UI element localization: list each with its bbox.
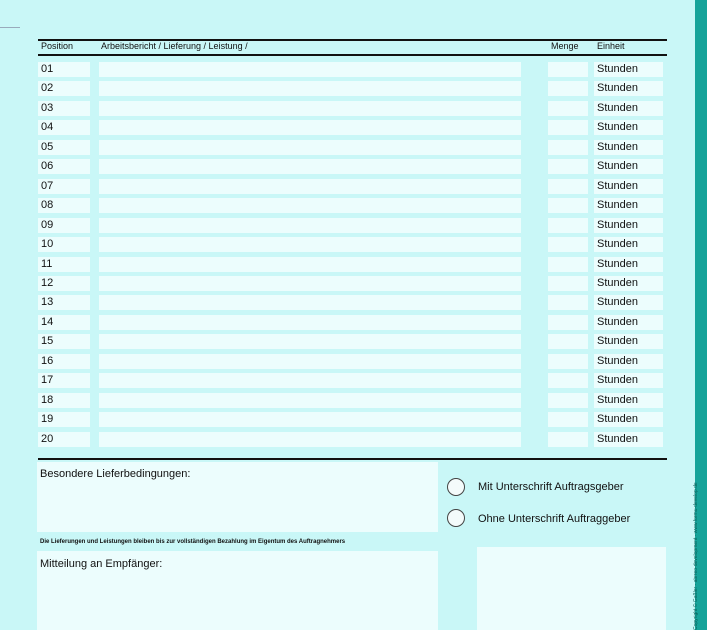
unit-cell: Stunden xyxy=(594,354,663,369)
header-position: Position xyxy=(41,41,74,51)
position-cell: 06 xyxy=(38,159,90,174)
position-cell: 16 xyxy=(38,354,90,369)
unit-cell: Stunden xyxy=(594,373,663,388)
description-field[interactable] xyxy=(99,62,521,77)
radio-with-signature-label: Mit Unterschrift Auftragsgeber xyxy=(478,481,624,493)
position-cell: 11 xyxy=(38,257,90,272)
unit-cell: Stunden xyxy=(594,140,663,155)
description-field[interactable] xyxy=(99,179,521,194)
quantity-field[interactable] xyxy=(548,140,588,155)
position-cell: 05 xyxy=(38,140,90,155)
description-field[interactable] xyxy=(99,140,521,155)
header-unit: Einheit xyxy=(597,41,625,51)
unit-cell: Stunden xyxy=(594,179,663,194)
position-cell: 17 xyxy=(38,373,90,388)
description-field[interactable] xyxy=(99,373,521,388)
position-cell: 14 xyxy=(38,315,90,330)
quantity-field[interactable] xyxy=(548,218,588,233)
quantity-field[interactable] xyxy=(548,159,588,174)
table-row xyxy=(0,81,684,96)
table-row xyxy=(0,237,684,252)
unit-cell: Stunden xyxy=(594,257,663,272)
conditions-label: Besondere Lieferbedingungen: xyxy=(40,468,191,480)
position-cell: 19 xyxy=(38,412,90,427)
table-row xyxy=(0,432,684,447)
description-field[interactable] xyxy=(99,237,521,252)
corner-line xyxy=(0,27,20,28)
table-row xyxy=(0,62,684,77)
position-cell: 02 xyxy=(38,81,90,96)
position-cell: 07 xyxy=(38,179,90,194)
quantity-field[interactable] xyxy=(548,432,588,447)
section-divider xyxy=(38,458,667,460)
message-label: Mitteilung an Empfänger: xyxy=(40,558,163,570)
unit-cell: Stunden xyxy=(594,62,663,77)
header-bottom-rule xyxy=(38,54,667,56)
position-cell: 04 xyxy=(38,120,90,135)
quantity-field[interactable] xyxy=(548,354,588,369)
description-field[interactable] xyxy=(99,276,521,291)
unit-cell: Stunden xyxy=(594,276,663,291)
quantity-field[interactable] xyxy=(548,315,588,330)
copyright-text: Copyright © Gaßler - abrreo-development - www.formu-develop.de xyxy=(693,482,699,630)
unit-cell: Stunden xyxy=(594,120,663,135)
radio-with-signature[interactable] xyxy=(447,478,465,496)
table-row xyxy=(0,334,684,349)
header-description: Arbeitsbericht / Lieferung / Leistung / xyxy=(101,41,248,51)
table-row xyxy=(0,276,684,291)
position-cell: 01 xyxy=(38,62,90,77)
header-quantity: Menge xyxy=(551,41,579,51)
table-row xyxy=(0,393,684,408)
unit-cell: Stunden xyxy=(594,393,663,408)
position-cell: 12 xyxy=(38,276,90,291)
signature-field[interactable] xyxy=(477,547,666,630)
quantity-field[interactable] xyxy=(548,198,588,213)
quantity-field[interactable] xyxy=(548,120,588,135)
position-cell: 10 xyxy=(38,237,90,252)
table-row xyxy=(0,373,684,388)
unit-cell: Stunden xyxy=(594,295,663,310)
unit-cell: Stunden xyxy=(594,81,663,96)
position-cell: 15 xyxy=(38,334,90,349)
description-field[interactable] xyxy=(99,81,521,96)
position-cell: 20 xyxy=(38,432,90,447)
quantity-field[interactable] xyxy=(548,334,588,349)
table-row xyxy=(0,295,684,310)
description-field[interactable] xyxy=(99,159,521,174)
table-row xyxy=(0,179,684,194)
position-cell: 03 xyxy=(38,101,90,116)
table-row xyxy=(0,218,684,233)
quantity-field[interactable] xyxy=(548,179,588,194)
description-field[interactable] xyxy=(99,412,521,427)
description-field[interactable] xyxy=(99,432,521,447)
quantity-field[interactable] xyxy=(548,295,588,310)
unit-cell: Stunden xyxy=(594,334,663,349)
table-row xyxy=(0,257,684,272)
unit-cell: Stunden xyxy=(594,315,663,330)
quantity-field[interactable] xyxy=(548,237,588,252)
position-cell: 13 xyxy=(38,295,90,310)
description-field[interactable] xyxy=(99,257,521,272)
description-field[interactable] xyxy=(99,354,521,369)
unit-cell: Stunden xyxy=(594,237,663,252)
quantity-field[interactable] xyxy=(548,412,588,427)
description-field[interactable] xyxy=(99,295,521,310)
table-row xyxy=(0,198,684,213)
quantity-field[interactable] xyxy=(548,373,588,388)
description-field[interactable] xyxy=(99,120,521,135)
description-field[interactable] xyxy=(99,218,521,233)
position-cell: 08 xyxy=(38,198,90,213)
table-row xyxy=(0,354,684,369)
unit-cell: Stunden xyxy=(594,198,663,213)
quantity-field[interactable] xyxy=(548,81,588,96)
unit-cell: Stunden xyxy=(594,159,663,174)
table-row xyxy=(0,159,684,174)
radio-without-signature-label: Ohne Unterschrift Auftraggeber xyxy=(478,513,631,525)
position-cell: 18 xyxy=(38,393,90,408)
table-row xyxy=(0,120,684,135)
unit-cell: Stunden xyxy=(594,218,663,233)
unit-cell: Stunden xyxy=(594,412,663,427)
table-row xyxy=(0,101,684,116)
table-row xyxy=(0,140,684,155)
unit-cell: Stunden xyxy=(594,101,663,116)
description-field[interactable] xyxy=(99,198,521,213)
description-field[interactable] xyxy=(99,315,521,330)
radio-without-signature[interactable] xyxy=(447,509,465,527)
quantity-field[interactable] xyxy=(548,62,588,77)
table-row xyxy=(0,315,684,330)
description-field[interactable] xyxy=(99,334,521,349)
description-field[interactable] xyxy=(99,393,521,408)
quantity-field[interactable] xyxy=(548,257,588,272)
ownership-note: Die Lieferungen und Leistungen bleiben bis zur vollständigen Bezahlung im Eigentum des Auftragnehmers xyxy=(40,539,346,545)
unit-cell: Stunden xyxy=(594,432,663,447)
quantity-field[interactable] xyxy=(548,276,588,291)
description-field[interactable] xyxy=(99,101,521,116)
quantity-field[interactable] xyxy=(548,393,588,408)
quantity-field[interactable] xyxy=(548,101,588,116)
table-row xyxy=(0,412,684,427)
position-cell: 09 xyxy=(38,218,90,233)
